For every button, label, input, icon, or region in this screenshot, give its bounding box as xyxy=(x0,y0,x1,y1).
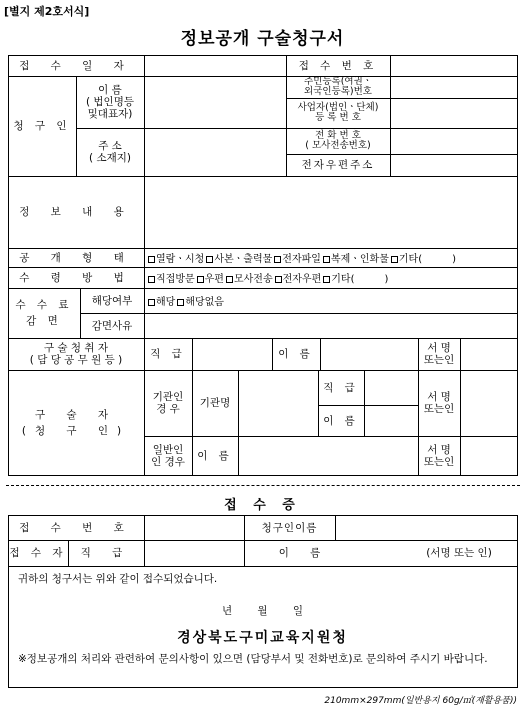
disclosure-option[interactable]: 열람ㆍ시청 xyxy=(148,250,204,265)
agency-case-label: 기관인 경 우 xyxy=(152,391,184,415)
checkbox-icon[interactable] xyxy=(197,276,204,283)
individual-sign-label: 서 명 또는인 xyxy=(423,444,455,468)
requester-address-field[interactable] xyxy=(144,128,286,176)
speaker-label: 구 술 자 (청 구 인) xyxy=(21,409,131,437)
speaker-position-field[interactable] xyxy=(364,370,418,405)
receipt-title: 접 수 증 xyxy=(224,498,301,513)
phone-label: 전 화 번 호 ( 모사전송번호) xyxy=(305,129,371,151)
fee-applicable-label: 해당여부 xyxy=(91,294,133,307)
receiver-name-label: 이 름 xyxy=(278,547,330,559)
disclosure-type-label: 공 개 형 태 xyxy=(19,251,133,264)
staff-sign-label: 서 명 또는인 xyxy=(423,342,455,366)
receipt-number-label: 접 수 번 호 xyxy=(298,59,378,72)
checkbox-icon[interactable] xyxy=(226,276,233,283)
fee-reason-label: 감면사유 xyxy=(91,319,133,332)
receive-option[interactable]: 모사전송 xyxy=(226,270,273,285)
speaker-position-label: 직 급 xyxy=(323,381,359,394)
receiver-position-label: 직 급 xyxy=(80,547,132,559)
info-content-label: 정 보 내 용 xyxy=(19,206,133,218)
receive-method-label: 수 령 방 법 xyxy=(19,271,133,284)
checkbox-icon[interactable] xyxy=(275,276,282,283)
fee-applicable-options xyxy=(144,288,518,313)
paper-spec: 210mm×297mm(일반용지 60g/㎡(재활용품)) xyxy=(324,696,517,706)
receipt-number-label-2: 접 수 번 호 xyxy=(19,521,133,534)
rrn-label: 주민등록(여권ㆍ 외국인등록)번호 xyxy=(304,76,372,97)
receive-option[interactable]: 우편 xyxy=(197,270,224,285)
fee-option[interactable]: 해당없음 xyxy=(177,293,224,308)
requester-name-label: 이 름 ( 법인명등 및대표자) xyxy=(85,84,134,120)
receipt-number-field-2[interactable] xyxy=(144,515,244,540)
receive-option[interactable]: 기타( ) xyxy=(323,270,388,285)
receiver-label: 접 수 자 xyxy=(9,547,67,559)
staff-name-field[interactable] xyxy=(320,338,418,370)
receive-option[interactable]: 전자우편 xyxy=(275,270,322,285)
disclosure-type-options xyxy=(144,248,518,267)
checkbox-icon[interactable] xyxy=(148,276,155,283)
staff-name-label: 이 름 xyxy=(278,348,314,360)
email-field[interactable] xyxy=(390,154,518,176)
staff-label: 구 술 청 취 자 ( 담 당 공 무 원 등 ) xyxy=(29,342,123,366)
cut-line xyxy=(6,485,520,486)
staff-sign-field[interactable] xyxy=(460,338,518,370)
rrn-field[interactable] xyxy=(390,76,518,98)
receiver-position-field[interactable] xyxy=(144,540,244,566)
receipt-date-label: 접 수 일 자 xyxy=(19,59,133,72)
business-number-label: 사업자(법인ㆍ단체) 등 록 번 호 xyxy=(297,101,379,123)
individual-case-label: 일반인 인 경우 xyxy=(151,444,185,468)
receipt-notice: 귀하의 청구서는 위와 같이 접수되었습니다. xyxy=(18,573,218,585)
speaker-sign-field[interactable] xyxy=(460,370,518,436)
individual-name-field[interactable] xyxy=(238,436,418,476)
requester-name-label-2: 청구인이름 xyxy=(261,521,318,534)
disclosure-option[interactable]: 사본ㆍ출력물 xyxy=(206,250,272,265)
receive-option[interactable]: 직접방문 xyxy=(148,270,195,285)
requester-name-field-2[interactable] xyxy=(335,515,518,540)
fee-reason-field[interactable] xyxy=(144,313,518,338)
checkbox-icon[interactable] xyxy=(391,256,398,263)
checkbox-icon[interactable] xyxy=(274,256,281,263)
business-number-field[interactable] xyxy=(390,98,518,128)
speaker-name-field[interactable] xyxy=(364,405,418,436)
receiver-sign-hint: (서명 또는 인) xyxy=(426,547,492,559)
checkbox-icon[interactable] xyxy=(323,276,330,283)
receipt-number-value[interactable] xyxy=(390,55,518,76)
fee-label: 수 수 료 감 면 xyxy=(15,299,73,327)
checkbox-icon[interactable] xyxy=(148,256,155,263)
fee-option[interactable]: 해당 xyxy=(148,293,175,308)
requester-label: 청 구 인 xyxy=(13,120,71,132)
form-title: 정보공개 구술청구서 xyxy=(180,29,345,49)
individual-name-label: 이 름 xyxy=(197,450,233,462)
checkbox-icon[interactable] xyxy=(177,299,184,306)
speaker-sign-label: 서 명 또는인 xyxy=(423,391,455,415)
email-label: 전자우편주소 xyxy=(301,159,375,171)
requester-name-field[interactable] xyxy=(144,76,286,128)
form-tag: [별지 제2호서식] xyxy=(4,5,90,18)
agency-name-field[interactable] xyxy=(238,370,318,436)
issuing-agency: 경상북도구미교육지원청 xyxy=(177,630,348,646)
disclosure-option[interactable]: 기타( ) xyxy=(391,250,456,265)
staff-position-label: 직 급 xyxy=(150,348,186,360)
receive-method-options xyxy=(144,267,518,288)
checkbox-icon[interactable] xyxy=(206,256,213,263)
receipt-footnote: ※정보공개의 처리와 관련하여 문의사항이 있으면 (담당부서 및 전화번호)로 문의하여 주시기 바랍니다. xyxy=(18,653,488,665)
individual-sign-field[interactable] xyxy=(460,436,518,476)
staff-position-field[interactable] xyxy=(192,338,272,370)
requester-address-label: 주 소 ( 소재지) xyxy=(89,140,131,164)
speaker-name-label: 이 름 xyxy=(323,414,359,427)
receipt-date-line: 년 월 일 xyxy=(221,605,304,617)
receipt-date-value[interactable] xyxy=(144,55,286,76)
checkbox-icon[interactable] xyxy=(148,299,155,306)
disclosure-option[interactable]: 복제ㆍ인화물 xyxy=(323,250,389,265)
agency-name-label: 기관명 xyxy=(199,397,231,409)
disclosure-option[interactable]: 전자파일 xyxy=(274,250,321,265)
checkbox-icon[interactable] xyxy=(323,256,330,263)
info-content-field[interactable] xyxy=(144,176,518,248)
phone-field[interactable] xyxy=(390,128,518,154)
